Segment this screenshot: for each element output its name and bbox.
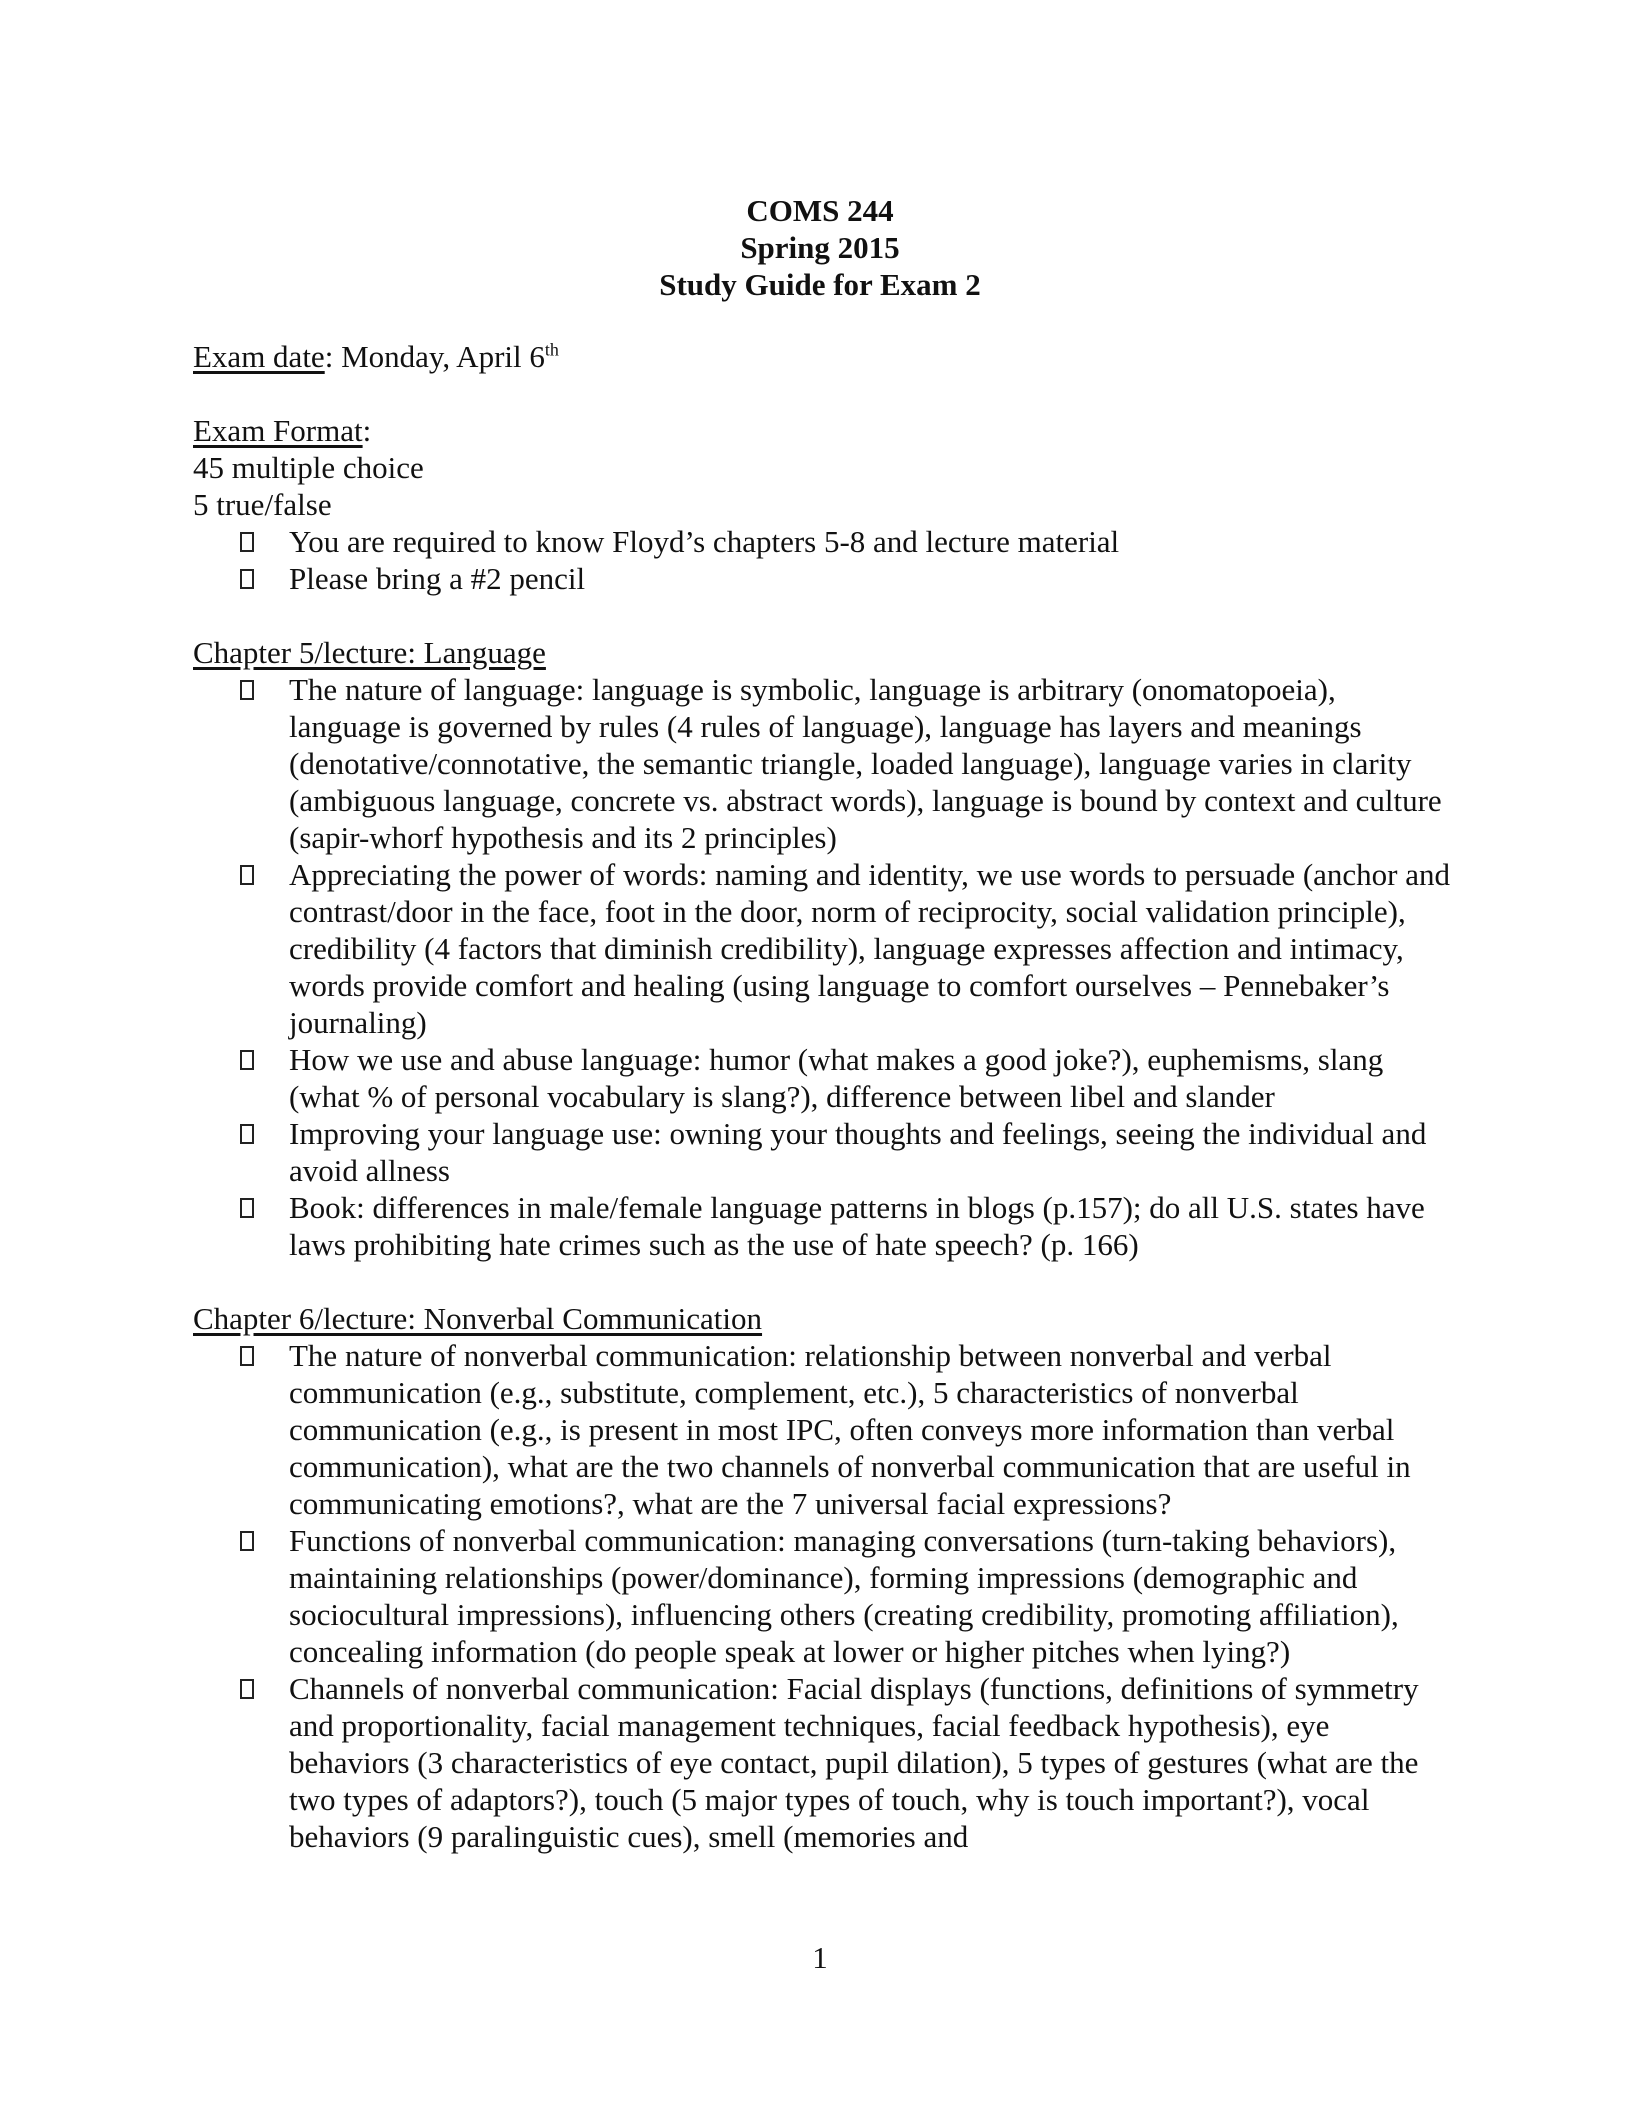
chapter-6-heading-text: Chapter 6/lecture: Nonverbal Communication [193, 1301, 763, 1336]
list-item [193, 856, 1453, 1041]
format-line: 45 multiple choice [193, 450, 424, 485]
bullet-icon [240, 1531, 254, 1551]
list-item-text: The nature of nonverbal communication: relationship between nonverbal and verbal communication (e.g., substitute, complement, etc.), 5 characteristics of nonverbal communication (e.g., is present in most IPC, often conveys more information than verbal communication), what are the two channels of nonverbal communication that are useful in communicating emotions?, what are the 7 universal facial expressions? [289, 1338, 1411, 1521]
chapter-6-list [193, 1337, 1453, 1855]
list-item-text: Appreciating the power of words: naming and identity, we use words to persuade (anchor and contrast/door in the face, foot in the door, norm of reciprocity, social validation principle), credibility (4 factors that diminish credibility), language expresses affection and intimacy, words provide comfort and healing (using language to comfort ourselves – Pennebaker’s journaling) [289, 857, 1451, 1040]
bullet-icon [240, 1679, 254, 1699]
bullet-icon [240, 1346, 254, 1366]
exam-date-separator: : [324, 339, 334, 374]
list-item [193, 671, 1453, 856]
bullet-icon [240, 569, 254, 589]
document-title: Study Guide for Exam 2 [659, 267, 981, 302]
bullet-icon [240, 1124, 254, 1144]
exam-format-heading [193, 412, 1453, 449]
bullet-icon [240, 865, 254, 885]
chapter-5-heading-text: Chapter 5/lecture: Language [193, 635, 546, 670]
list-item [193, 1670, 1453, 1855]
bullet-icon [240, 1198, 254, 1218]
exam-date-line [193, 338, 1453, 375]
bullet-icon [240, 680, 254, 700]
list-item-text: You are required to know Floyd’s chapters 5-8 and lecture material [289, 524, 1120, 559]
document-body [193, 338, 1453, 1855]
list-item-text: Channels of nonverbal communication: Facial displays (functions, definitions of symmetry and proportionality, facial management techniques, facial feedback hypothesis), eye behaviors (3 characteristics of eye contact, pupil dilation), 5 types of gestures (what are the two types of adaptors?), touch (5 major types of touch, why is touch important?), vocal behaviors (9 paralinguistic cues), smell (memories and [289, 1671, 1419, 1854]
exam-format-list [193, 523, 1453, 597]
list-item-text: Please bring a #2 pencil [289, 561, 586, 596]
term: Spring 2015 [740, 230, 900, 265]
exam-date-label: Exam date [193, 339, 325, 374]
exam-date-suffix: th [544, 339, 559, 360]
bullet-icon [240, 1050, 254, 1070]
bullet-icon [240, 532, 254, 552]
list-item-text: Book: differences in male/female language patterns in blogs (p.157); do all U.S. states have laws prohibiting hate crimes such as the use of hate speech? (p. 166) [289, 1190, 1425, 1262]
list-item-text: The nature of language: language is symbolic, language is arbitrary (onomatopoeia), language is governed by rules (4 rules of language), language has layers and meanings (denotative/connotative, the semantic triangle, loaded language), language varies in clarity (ambiguous language, concrete vs. abstract words), language is bound by context and culture (sapir-whorf hypothesis and its 2 principles) [289, 672, 1442, 855]
list-item-text: Functions of nonverbal communication: managing conversations (turn-taking behaviors), maintaining relationships (power/dominance), forming impressions (demographic and sociocultural impressions), influencing others (creating credibility, promoting affiliation), concealing information (do people speak at lower or higher pitches when lying?) [289, 1523, 1399, 1669]
exam-format-label: Exam Format [193, 413, 363, 448]
exam-date-value: Monday, April 6 [333, 339, 545, 374]
list-item [193, 1522, 1453, 1670]
chapter-5-heading [193, 634, 1453, 671]
list-item [193, 1115, 1453, 1189]
exam-format-separator: : [362, 413, 372, 448]
list-item [193, 1189, 1453, 1263]
list-item-text: How we use and abuse language: humor (what makes a good joke?), euphemisms, slang (what % of personal vocabulary is slang?), difference between libel and slander [289, 1042, 1384, 1114]
course-title: COMS 244 [746, 193, 894, 228]
list-item [193, 1041, 1453, 1115]
chapter-5-list [193, 671, 1453, 1263]
format-line: 5 true/false [193, 487, 332, 522]
document-header [0, 192, 1640, 303]
list-item-text: Improving your language use: owning your thoughts and feelings, seeing the individual and avoid allness [289, 1116, 1427, 1188]
list-item [193, 1337, 1453, 1522]
list-item [193, 560, 1453, 597]
chapter-6-heading [193, 1300, 1453, 1337]
list-item [193, 523, 1453, 560]
page-number: 1 [812, 1940, 828, 1975]
